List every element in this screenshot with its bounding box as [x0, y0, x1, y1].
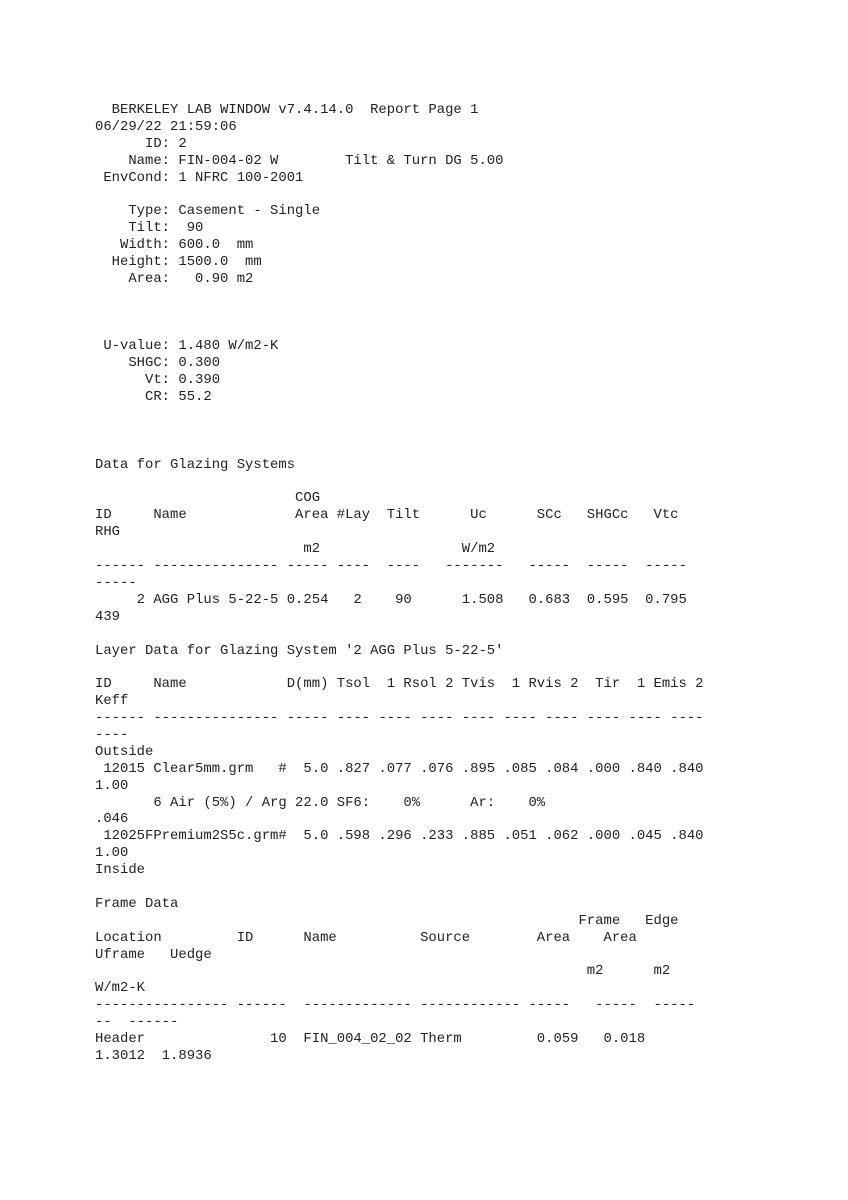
report-line: m2 W/m2	[95, 541, 496, 558]
report-line: ID: 2	[95, 135, 187, 152]
report-page	[95, 102, 795, 1065]
report-line	[95, 626, 795, 643]
report-line	[95, 186, 795, 203]
report-line: RHG	[95, 524, 121, 541]
report-line	[95, 879, 795, 896]
report-line: -----	[95, 574, 137, 591]
report-line: Area: 0.90 m2	[95, 270, 254, 287]
report-line: Location ID Name Source Area Area	[95, 929, 637, 946]
report-line: Uframe Uedge	[95, 946, 212, 963]
report-line: COG	[95, 490, 321, 507]
report-line: ---------------- ------ ------------- ------------ ----- ----- -----	[95, 997, 696, 1014]
report-line: Data for Glazing Systems	[95, 456, 296, 473]
report-line: ------ --------------- ----- ---- ---- ---- ---- ---- ---- ---- ---- ----	[95, 710, 704, 727]
report-line: 06/29/22 21:59:06	[95, 118, 237, 135]
report-line: 12025FPremium2S5c.grm# 5.0 .598 .296 .233 .885 .051 .062 .000 .045 .840	[95, 828, 704, 845]
report-line	[95, 322, 795, 339]
report-line: W/m2-K	[95, 980, 146, 997]
report-line	[95, 305, 795, 322]
report-line: 1.3012 1.8936	[95, 1047, 212, 1064]
report-line: 1.00	[95, 777, 129, 794]
report-line	[95, 440, 795, 457]
report-line: Frame Data	[95, 895, 179, 912]
report-line	[95, 406, 795, 423]
report-line: Frame Edge	[95, 912, 679, 929]
report-line: Type: Casement - Single	[95, 203, 321, 220]
report-line: Width: 600.0 mm	[95, 237, 254, 254]
report-line: Height: 1500.0 mm	[95, 254, 262, 271]
report-line: ID Name D(mm) Tsol 1 Rsol 2 Tvis 1 Rvis 2 Tir 1 Emis 2	[95, 676, 704, 693]
report-line: Keff	[95, 693, 129, 710]
report-line: Tilt: 90	[95, 220, 204, 237]
report-line: 6 Air (5%) / Arg 22.0 SF6: 0% Ar: 0%	[95, 794, 546, 811]
report-line: CR: 55.2	[95, 389, 212, 406]
report-line: EnvCond: 1 NFRC 100-2001	[95, 169, 304, 186]
report-line	[95, 423, 795, 440]
report-line: m2 m2	[95, 963, 671, 980]
report-line: ID Name Area #Lay Tilt Uc SCc SHGCc Vtc	[95, 507, 679, 524]
report-line	[95, 288, 795, 305]
report-line: ------ --------------- ----- ---- ---- ------- ----- ----- -----	[95, 558, 687, 575]
report-line: ----	[95, 726, 129, 743]
report-line: U-value: 1.480 W/m2-K	[95, 338, 279, 355]
report-line: 439	[95, 608, 121, 625]
report-line: -- ------	[95, 1014, 179, 1031]
report-line: Name: FIN-004-02 W Tilt & Turn DG 5.00	[95, 152, 504, 169]
report-line: Header 10 FIN_004_02_02 Therm 0.059 0.018	[95, 1030, 646, 1047]
report-line: Layer Data for Glazing System '2 AGG Plus 5-22-5'	[95, 642, 504, 659]
report-line: Inside	[95, 862, 146, 879]
report-line: 1.00	[95, 845, 129, 862]
report-line: 12015 Clear5mm.grm # 5.0 .827 .077 .076 .895 .085 .084 .000 .840 .840	[95, 760, 704, 777]
report-line: Outside	[95, 743, 154, 760]
report-line: 2 AGG Plus 5-22-5 0.254 2 90 1.508 0.683 0.595 0.795	[95, 591, 687, 608]
report-line	[95, 474, 795, 491]
report-line: SHGC: 0.300	[95, 355, 221, 372]
report-line	[95, 659, 795, 676]
report-text	[95, 102, 795, 1065]
report-line: BERKELEY LAB WINDOW v7.4.14.0 Report Page 1	[95, 102, 479, 118]
report-line: .046	[95, 811, 129, 828]
report-line: Vt: 0.390	[95, 372, 221, 389]
